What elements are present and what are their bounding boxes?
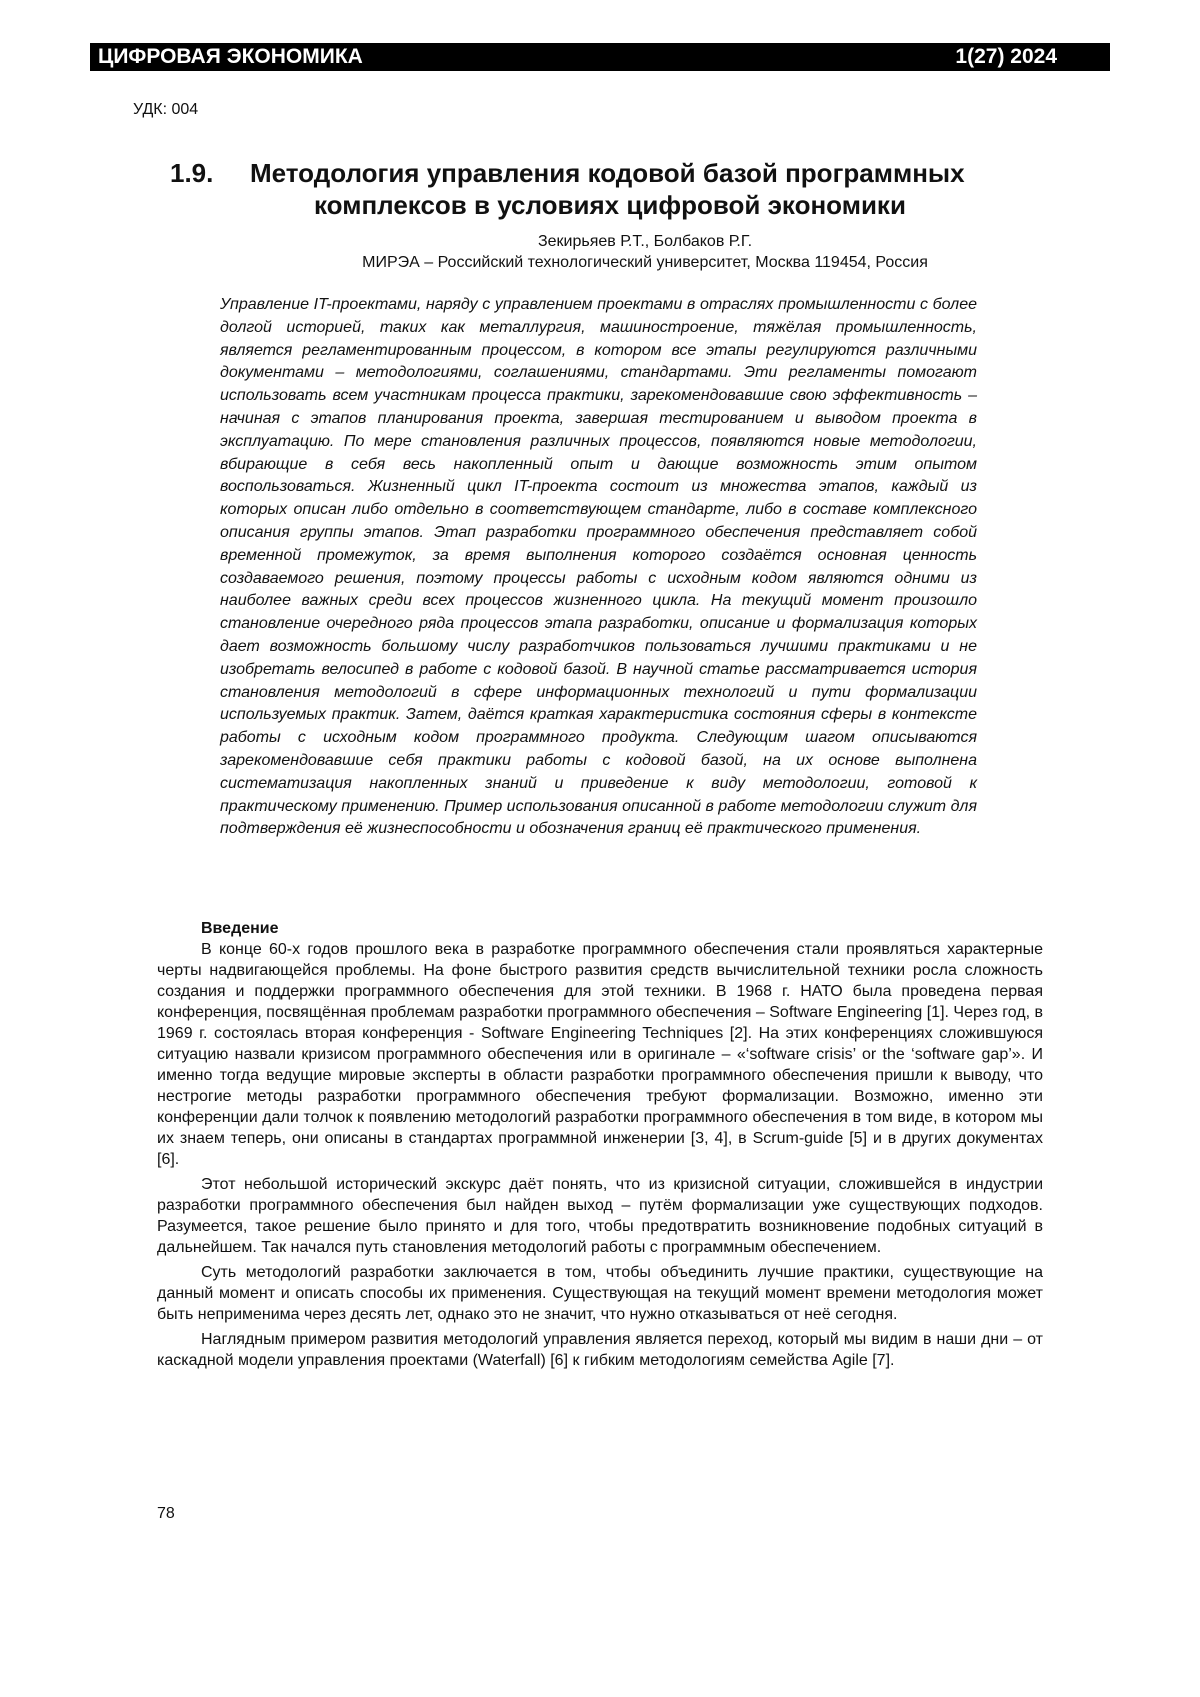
journal-header-bar [90, 43, 1110, 71]
introduction-section [157, 918, 1043, 1371]
journal-issue: 1(27) 2024 [955, 43, 1057, 71]
body-paragraph: Этот небольшой исторический экскурс даёт понять, что из кризисной ситуации, сложившейся в индустрии разработки программного обеспечения был найден выход – путём формализации уже существующих подходов. Разумеется, такое решение было принято и для того, чтобы предотвратить возникновение подобных ситуаций в дальнейшем. Так начался путь становления методологий работы с программным обеспечением. [157, 1174, 1043, 1258]
article-number: 1.9. [170, 157, 213, 189]
body-paragraph: В конце 60-х годов прошлого века в разработке программного обеспечения стали проявляться характерные черты надвигающейся проблемы. На фоне быстрого развития средств вычислительной техники росла сложность создания и поддержки программного обеспечения для этой техники. В 1968 г. НАТО была проведена первая конференция, посвящённая проблемам разработки программного обеспечения – Software Engineering [1]. Через год, в 1969 г. состоялась вторая конференция - Software Engineering Techniques [2]. На этих конференциях сложившуюся ситуацию назвали кризисом программного обеспечения или в оригинале – «‘software crisis’ or the ‘software gap’». И именно тогда ведущие мировые эксперты в области разработки программного обеспечения пришли к выводу, что нестрогие методы разработки программного обеспечения требуют формализации. Возможно, именно эти конференции дали толчок к появлению методологий разработки программного обеспечения в том виде, в котором мы их знаем теперь, они описаны в стандартах программной инженерии [3, 4], в Scrum-guide [5] и в других документах [6]. [157, 939, 1043, 1170]
udk-code: УДК: 004 [133, 101, 198, 119]
journal-name: ЦИФРОВАЯ ЭКОНОМИКА [98, 43, 363, 71]
article-affiliation: МИРЭА – Российский технологический университет, Москва 119454, Россия [0, 254, 1200, 272]
section-heading: Введение [201, 918, 1043, 939]
article-title-line-2: комплексов в условиях цифровой экономики [314, 189, 906, 221]
abstract-text: Управление IT-проектами, наряду с управлением проектами в отраслях промышленности с более долгой историей, таких как металлургия, машиностроение, тяжёлая промышленность, является регламентированным процессом, в котором все этапы регулируются различными документами – методологиями, соглашениями, стандартами. Эти регламенты помогают использовать всем участникам процесса практики, зарекомендовавшие свою эффективность – начиная с этапов планирования проекта, завершая тестированием и выводом проекта в эксплуатацию. По мере становления различных процессов, появляются новые методологии, вбирающие в себя весь накопленный опыт и дающие возможность этим опытом воспользоваться. Жизненный цикл IT-проекта состоит из множества этапов, каждый из которых описан либо отдельно в соответствующем стандарте, либо в составе комплексного описания группы этапов. Этап разработки программного обеспечения представляет собой временной промежуток, за время выполнения которого создаётся основная ценность создаваемого решения, поэтому процессы работы с исходным кодом являются одними из наиболее важных среди всех процессов жизненного цикла. На текущий момент произошло становление очередного ряда процессов этапа разработки, описание и формализация которых дает возможность большому числу разработчиков пользоваться лучшими практиками и не изобретать велосипед в работе с кодовой базой. В научной статье рассматривается история становления методологий в сфере информационных технологий и пути формализации используемых практик. Затем, даётся краткая характеристика состояния сферы в контексте работы с исходным кодом программного продукта. Следующим шагом описываются зарекомендовавшие себя практики работы с кодовой базой, на их основе выполнена систематизация накопленных знаний и приведение к виду методологии, готовой к практическому применению. Пример использования описанной в работе методологии служит для подтверждения её жизнеспособности и обозначения границ её практического применения. [220, 294, 977, 841]
body-paragraph: Наглядным примером развития методологий управления является переход, который мы видим в наши дни – от каскадной модели управления проектами (Waterfall) [6] к гибким методологиям семейства Agile [7]. [157, 1329, 1043, 1371]
article-authors: Зекирьяев Р.Т., Болбаков Р.Г. [0, 233, 1200, 251]
body-paragraph: Суть методологий разработки заключается в том, чтобы объединить лучшие практики, существующие на данный момент и описать способы их применения. Существующая на текущий момент времени методология может быть неприменима через десять лет, однако это не значит, что нужно отказываться от неё сегодня. [157, 1262, 1043, 1325]
article-title-line-1: Методология управления кодовой базой программных [250, 157, 965, 189]
page-number: 78 [157, 1505, 175, 1523]
abstract [220, 294, 977, 841]
